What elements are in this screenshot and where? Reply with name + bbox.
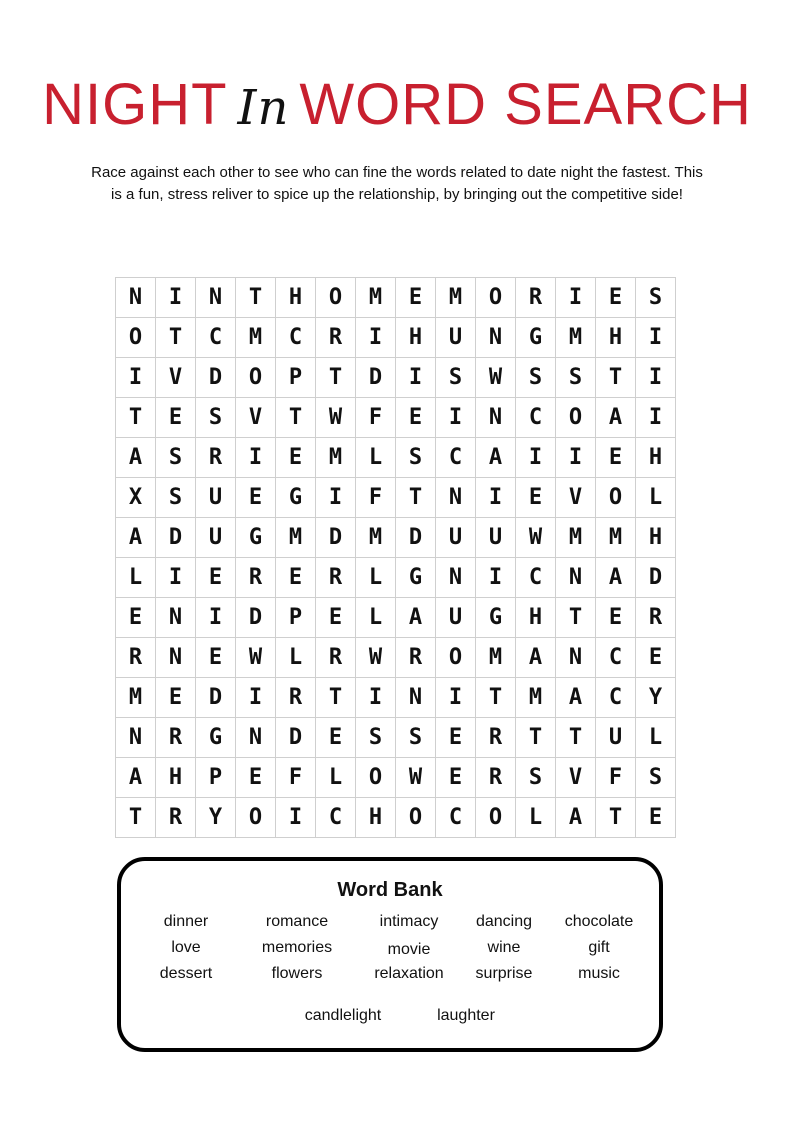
grid-cell[interactable]: I xyxy=(356,318,396,358)
grid-cell[interactable]: O xyxy=(476,278,516,318)
grid-cell[interactable]: E xyxy=(196,638,236,678)
grid-cell[interactable]: A xyxy=(396,598,436,638)
grid-cell[interactable]: R xyxy=(236,558,276,598)
grid-cell[interactable]: E xyxy=(516,478,556,518)
grid-cell[interactable]: L xyxy=(356,558,396,598)
word-bank-item: movie xyxy=(387,941,431,958)
grid-cell[interactable]: R xyxy=(156,718,196,758)
grid-cell[interactable]: I xyxy=(156,278,196,318)
title-night: NIGHT xyxy=(42,72,228,137)
grid-cell[interactable]: D xyxy=(276,718,316,758)
grid-cell[interactable]: S xyxy=(636,758,676,798)
grid-cell[interactable]: I xyxy=(116,358,156,398)
word-bank-item: chocolate xyxy=(564,913,634,930)
grid-cell[interactable]: A xyxy=(556,798,596,838)
grid-cell[interactable]: U xyxy=(436,318,476,358)
grid-cell[interactable]: H xyxy=(636,438,676,478)
grid-cell[interactable]: F xyxy=(596,758,636,798)
grid-cell[interactable]: R xyxy=(316,318,356,358)
grid-cell[interactable]: N xyxy=(436,558,476,598)
grid-cell[interactable]: H xyxy=(396,318,436,358)
grid-cell[interactable]: I xyxy=(356,678,396,718)
grid-cell[interactable]: E xyxy=(316,718,356,758)
grid-cell[interactable]: N xyxy=(556,638,596,678)
grid-cell[interactable]: C xyxy=(516,558,556,598)
grid-cell[interactable]: G xyxy=(516,318,556,358)
grid-cell[interactable]: E xyxy=(436,758,476,798)
grid-cell[interactable]: H xyxy=(276,278,316,318)
grid-cell[interactable]: I xyxy=(396,358,436,398)
grid-cell[interactable]: I xyxy=(276,798,316,838)
grid-cell[interactable]: T xyxy=(396,478,436,518)
grid-cell[interactable]: I xyxy=(476,558,516,598)
grid-cell[interactable]: X xyxy=(116,478,156,518)
grid-cell[interactable]: R xyxy=(396,638,436,678)
grid-cell[interactable]: U xyxy=(196,478,236,518)
grid-cell[interactable]: D xyxy=(356,358,396,398)
grid-cell[interactable]: U xyxy=(476,518,516,558)
grid-cell[interactable]: W xyxy=(516,518,556,558)
grid-cell[interactable]: R xyxy=(196,438,236,478)
grid-cell[interactable]: G xyxy=(196,718,236,758)
grid-cell[interactable]: O xyxy=(236,798,276,838)
word-search-grid xyxy=(115,277,676,838)
grid-cell[interactable]: E xyxy=(436,718,476,758)
grid-cell[interactable]: V xyxy=(556,478,596,518)
grid-cell[interactable]: O xyxy=(596,478,636,518)
word-bank-item: dancing xyxy=(475,913,533,930)
grid-cell[interactable]: M xyxy=(116,678,156,718)
grid-cell[interactable]: N xyxy=(236,718,276,758)
grid-cell[interactable]: C xyxy=(436,438,476,478)
grid-cell[interactable]: E xyxy=(156,678,196,718)
grid-cell[interactable]: I xyxy=(476,478,516,518)
word-bank-item: gift xyxy=(588,939,610,956)
grid-cell[interactable]: C xyxy=(196,318,236,358)
grid-cell[interactable]: T xyxy=(236,278,276,318)
word-bank-item: laughter xyxy=(437,1007,495,1024)
grid-cell[interactable]: I xyxy=(236,438,276,478)
grid-cell[interactable]: S xyxy=(436,358,476,398)
grid-cell[interactable]: L xyxy=(356,438,396,478)
grid-cell[interactable]: W xyxy=(316,398,356,438)
grid-cell[interactable]: L xyxy=(276,638,316,678)
grid-cell[interactable]: N xyxy=(116,278,156,318)
word-bank xyxy=(117,857,663,1052)
word-bank-item: memories xyxy=(261,939,333,956)
word-bank-item: wine xyxy=(487,939,521,956)
grid-cell[interactable]: C xyxy=(516,398,556,438)
grid-cell[interactable]: C xyxy=(276,318,316,358)
grid-cell[interactable]: O xyxy=(556,398,596,438)
grid-cell[interactable]: P xyxy=(276,598,316,638)
grid-cell[interactable]: O xyxy=(116,318,156,358)
grid-cell[interactable]: T xyxy=(556,718,596,758)
grid-cell[interactable]: S xyxy=(396,718,436,758)
grid-cell[interactable]: O xyxy=(396,798,436,838)
grid-cell[interactable]: E xyxy=(116,598,156,638)
grid-cell[interactable]: I xyxy=(516,438,556,478)
grid-cell[interactable]: M xyxy=(516,678,556,718)
grid-cell[interactable]: M xyxy=(556,318,596,358)
grid-cell[interactable]: M xyxy=(356,278,396,318)
intro-text: Race against each other to see who can fine the words related to date night the fastest. This is a fun, stress reliver to spice up the relationship, by bringing out the competitive side! xyxy=(91,164,703,203)
grid-cell[interactable]: I xyxy=(636,398,676,438)
grid-cell[interactable]: A xyxy=(476,438,516,478)
grid-cell[interactable]: I xyxy=(636,318,676,358)
grid-cell[interactable]: N xyxy=(476,398,516,438)
word-bank-item: love xyxy=(171,939,201,956)
grid-cell[interactable]: E xyxy=(236,478,276,518)
grid-cell[interactable]: F xyxy=(356,398,396,438)
grid-cell[interactable]: O xyxy=(356,758,396,798)
grid-cell[interactable]: A xyxy=(516,638,556,678)
grid-cell[interactable]: D xyxy=(236,598,276,638)
grid-cell[interactable]: Y xyxy=(196,798,236,838)
grid-cell[interactable]: T xyxy=(116,398,156,438)
word-bank-item: flowers xyxy=(271,965,323,982)
grid-cell[interactable]: E xyxy=(396,278,436,318)
grid-cell[interactable]: E xyxy=(316,598,356,638)
grid-cell[interactable]: E xyxy=(156,398,196,438)
grid-cell[interactable]: I xyxy=(556,438,596,478)
grid-cell[interactable]: M xyxy=(476,638,516,678)
grid-cell[interactable]: E xyxy=(596,598,636,638)
grid-cell[interactable]: D xyxy=(196,678,236,718)
grid-cell[interactable]: A xyxy=(596,398,636,438)
grid-cell[interactable]: G xyxy=(396,558,436,598)
grid-cell[interactable]: I xyxy=(436,678,476,718)
grid-cell[interactable]: U xyxy=(436,518,476,558)
grid-cell[interactable]: R xyxy=(476,758,516,798)
grid-cell[interactable]: C xyxy=(316,798,356,838)
grid-cell[interactable]: M xyxy=(236,318,276,358)
grid-cell[interactable]: H xyxy=(636,518,676,558)
grid-cell[interactable]: T xyxy=(316,678,356,718)
grid-cell[interactable]: R xyxy=(516,278,556,318)
grid-cell[interactable]: V xyxy=(556,758,596,798)
grid-cell[interactable]: M xyxy=(436,278,476,318)
grid-cell[interactable]: D xyxy=(396,518,436,558)
grid-cell[interactable]: G xyxy=(236,518,276,558)
grid-cell[interactable]: A xyxy=(116,518,156,558)
grid-cell[interactable]: E xyxy=(636,798,676,838)
grid-cell[interactable]: N xyxy=(396,678,436,718)
grid-cell[interactable]: E xyxy=(396,398,436,438)
grid-cell[interactable]: S xyxy=(156,478,196,518)
grid-cell[interactable]: T xyxy=(316,358,356,398)
grid-cell[interactable]: I xyxy=(636,358,676,398)
grid-cell[interactable]: V xyxy=(236,398,276,438)
grid-cell[interactable]: U xyxy=(436,598,476,638)
grid-cell[interactable]: O xyxy=(316,278,356,318)
grid-cell[interactable]: H xyxy=(156,758,196,798)
grid-cell[interactable]: G xyxy=(276,478,316,518)
grid-cell[interactable]: S xyxy=(636,278,676,318)
grid-cell[interactable]: H xyxy=(356,798,396,838)
word-bank-item: intimacy xyxy=(379,913,439,930)
grid-cell[interactable]: C xyxy=(596,638,636,678)
word-bank-item: candlelight xyxy=(304,1007,382,1024)
grid-cell[interactable]: N xyxy=(116,718,156,758)
grid-cell[interactable]: D xyxy=(316,518,356,558)
grid-cell[interactable]: R xyxy=(156,798,196,838)
grid-cell[interactable]: W xyxy=(236,638,276,678)
grid-cell[interactable]: R xyxy=(276,678,316,718)
grid-cell[interactable]: O xyxy=(436,638,476,678)
grid-cell[interactable]: S xyxy=(196,398,236,438)
grid-cell[interactable]: E xyxy=(276,438,316,478)
grid-cell[interactable]: S xyxy=(396,438,436,478)
grid-cell[interactable]: F xyxy=(276,758,316,798)
grid-cell[interactable]: I xyxy=(156,558,196,598)
grid-cell[interactable]: W xyxy=(396,758,436,798)
grid-cell[interactable]: T xyxy=(556,598,596,638)
word-bank-item: dessert xyxy=(159,965,213,982)
grid-cell[interactable]: R xyxy=(476,718,516,758)
grid-cell[interactable]: S xyxy=(516,758,556,798)
word-bank-item: romance xyxy=(265,913,329,930)
grid-cell[interactable]: T xyxy=(596,358,636,398)
grid-cell[interactable]: L xyxy=(316,758,356,798)
grid-cell[interactable]: C xyxy=(436,798,476,838)
grid-cell[interactable]: P xyxy=(196,758,236,798)
grid-cell[interactable]: E xyxy=(596,438,636,478)
grid-cell[interactable]: V xyxy=(156,358,196,398)
grid-cell[interactable]: A xyxy=(556,678,596,718)
grid-cell[interactable]: D xyxy=(636,558,676,598)
grid-cell[interactable]: I xyxy=(316,478,356,518)
grid-cell[interactable]: T xyxy=(476,678,516,718)
grid-cell[interactable]: I xyxy=(236,678,276,718)
page-title xyxy=(0,70,794,143)
grid-cell[interactable]: T xyxy=(596,798,636,838)
grid-cell[interactable]: M xyxy=(316,438,356,478)
grid-cell[interactable]: G xyxy=(476,598,516,638)
grid-cell[interactable]: R xyxy=(316,638,356,678)
grid-cell[interactable]: W xyxy=(476,358,516,398)
grid-cell[interactable]: D xyxy=(156,518,196,558)
grid-cell[interactable]: M xyxy=(556,518,596,558)
grid-cell[interactable]: E xyxy=(636,638,676,678)
grid-cell[interactable]: N xyxy=(436,478,476,518)
grid-cell[interactable]: C xyxy=(596,678,636,718)
grid-cell[interactable]: T xyxy=(516,718,556,758)
grid-cell[interactable]: D xyxy=(196,358,236,398)
grid-cell[interactable]: S xyxy=(356,718,396,758)
grid-cell[interactable]: P xyxy=(276,358,316,398)
grid-cell[interactable]: Y xyxy=(636,678,676,718)
grid-cell[interactable]: W xyxy=(356,638,396,678)
grid-cell[interactable]: M xyxy=(596,518,636,558)
grid-cell[interactable]: N xyxy=(196,278,236,318)
title-word-search: WORD SEARCH xyxy=(299,72,752,137)
grid-cell[interactable]: E xyxy=(276,558,316,598)
grid-cell[interactable]: I xyxy=(196,598,236,638)
word-bank-title: Word Bank xyxy=(337,879,443,901)
grid-cell[interactable]: O xyxy=(236,358,276,398)
grid-cell[interactable]: M xyxy=(356,518,396,558)
grid-cell[interactable]: L xyxy=(516,798,556,838)
grid-cell[interactable]: L xyxy=(636,478,676,518)
grid-cell[interactable]: R xyxy=(116,638,156,678)
grid-cell[interactable]: U xyxy=(596,718,636,758)
grid-cell[interactable]: N xyxy=(156,598,196,638)
grid-cell[interactable]: L xyxy=(116,558,156,598)
grid-cell[interactable]: A xyxy=(116,758,156,798)
grid-cell[interactable]: L xyxy=(356,598,396,638)
grid-cell[interactable]: A xyxy=(596,558,636,598)
grid-cell[interactable]: F xyxy=(356,478,396,518)
grid-cell[interactable]: U xyxy=(196,518,236,558)
grid-cell[interactable]: N xyxy=(156,638,196,678)
grid-cell[interactable]: T xyxy=(156,318,196,358)
grid-cell[interactable]: E xyxy=(236,758,276,798)
grid-cell[interactable]: E xyxy=(196,558,236,598)
grid-cell[interactable]: N xyxy=(476,318,516,358)
grid-cell[interactable]: L xyxy=(636,718,676,758)
word-bank-item: relaxation xyxy=(374,965,444,982)
grid-cell[interactable]: R xyxy=(316,558,356,598)
grid-cell[interactable]: T xyxy=(116,798,156,838)
title-in: In xyxy=(237,80,290,136)
grid-cell[interactable]: S xyxy=(156,438,196,478)
grid-cell[interactable]: I xyxy=(436,398,476,438)
grid-cell[interactable]: A xyxy=(116,438,156,478)
grid-cell[interactable]: T xyxy=(276,398,316,438)
grid-cell[interactable]: I xyxy=(556,278,596,318)
grid-cell[interactable]: H xyxy=(516,598,556,638)
grid-cell[interactable]: M xyxy=(276,518,316,558)
word-bank-item: surprise xyxy=(475,965,533,982)
grid-cell[interactable]: R xyxy=(636,598,676,638)
word-bank-item: dinner xyxy=(163,913,209,930)
word-bank-item: music xyxy=(578,965,620,982)
grid-cell[interactable]: S xyxy=(516,358,556,398)
grid-cell[interactable]: S xyxy=(556,358,596,398)
grid-cell[interactable]: O xyxy=(476,798,516,838)
grid-cell[interactable]: E xyxy=(596,278,636,318)
grid-cell[interactable]: N xyxy=(556,558,596,598)
grid-cell[interactable]: H xyxy=(596,318,636,358)
